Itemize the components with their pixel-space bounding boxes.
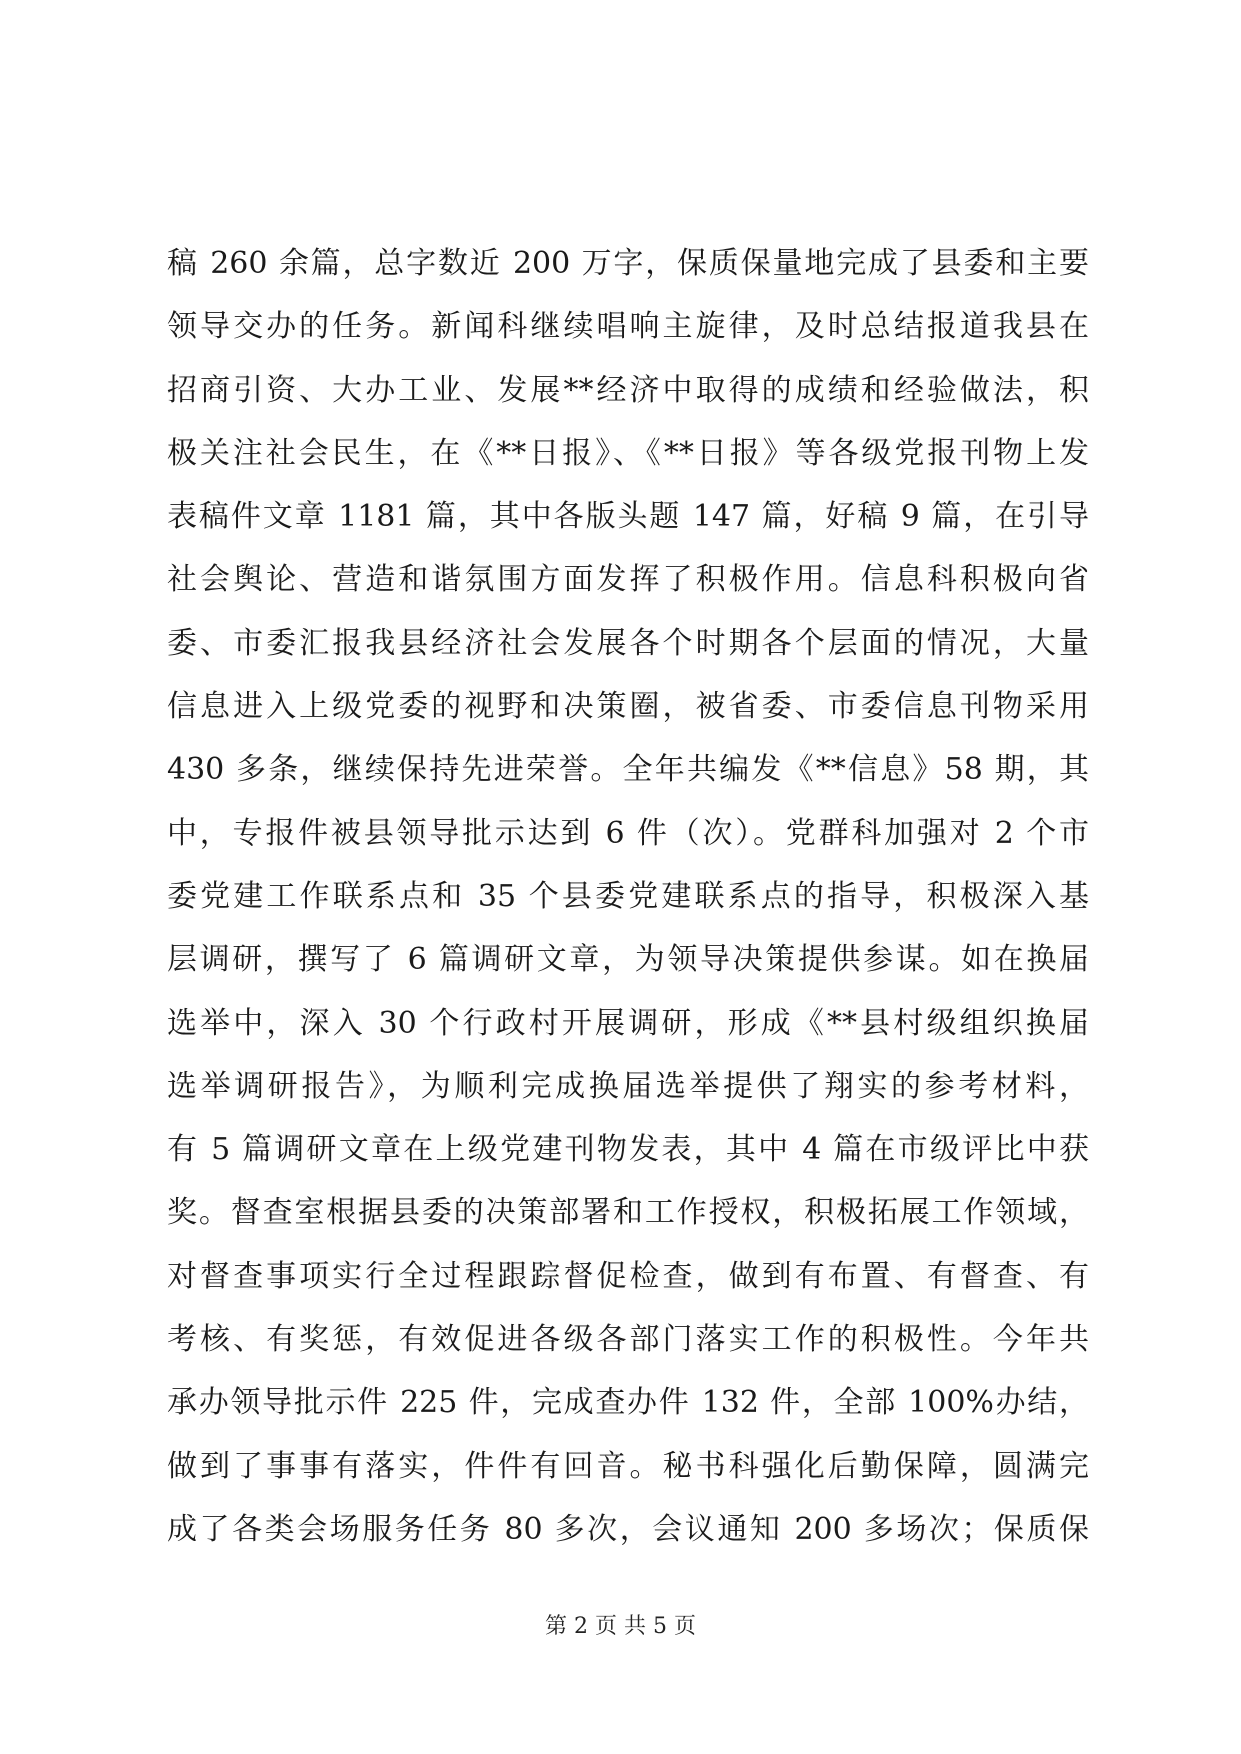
text-line: 奖。督查室根据县委的决策部署和工作授权，积极拓展工作领域， [167,1195,1089,1231]
body-text [167,232,1089,1561]
text-line: 委党建工作联系点和 35 个县委党建联系点的指导，积极深入基 [167,878,1089,914]
text-line: 有 5 篇调研文章在上级党建刊物发表，其中 4 篇在市级评比中获 [167,1132,1089,1168]
text-line: 表稿件文章 1181 篇，其中各版头题 147 篇，好稿 9 篇，在引导 [167,499,1089,535]
text-line: 稿 260 余篇，总字数近 200 万字，保质保量地完成了县委和主要 [167,246,1089,281]
text-line: 招商引资、大办工业、发展**经济中取得的成绩和经验做法，积 [167,372,1089,408]
text-line: 委、市委汇报我县经济社会发展各个时期各个层面的情况，大量 [167,625,1089,661]
page-footer [0,1612,1241,1642]
text-line: 承办领导批示件 225 件，完成查办件 132 件，全部 100%办结， [167,1385,1089,1421]
text-line: 信息进入上级党委的视野和决策圈，被省委、市委信息刊物采用 [167,689,1089,725]
text-line: 对督查事项实行全过程跟踪督促检查，做到有布置、有督查、有 [167,1258,1089,1294]
text-line: 层调研，撰写了 6 篇调研文章，为领导决策提供参谋。如在换届 [167,942,1089,978]
text-line: 考核、有奖惩，有效促进各级各部门落实工作的积极性。今年共 [167,1322,1089,1358]
text-line: 做到了事事有落实，件件有回音。秘书科强化后勤保障，圆满完 [167,1448,1089,1484]
text-line: 430 多条，继续保持先进荣誉。全年共编发《**信息》58 期，其 [167,752,1089,788]
text-line: 社会舆论、营造和谐氛围方面发挥了积极作用。信息科积极向省 [167,562,1089,598]
text-line: 选举中，深入 30 个行政村开展调研，形成《**县村级组织换届 [167,1005,1089,1041]
text-line: 中，专报件被县领导批示达到 6 件（次）。党群科加强对 2 个市 [167,815,1089,851]
text-line: 领导交办的任务。新闻科继续唱响主旋律，及时总结报道我县在 [167,309,1089,345]
text-line: 成了各类会场服务任务 80 多次，会议通知 200 多场次；保质保 [167,1511,1089,1547]
text-line: 选举调研报告》，为顺利完成换届选举提供了翔实的参考材料， [167,1068,1089,1104]
page-number-label: 第 2 页 共 5 页 [545,1614,696,1639]
text-line: 极关注社会民生，在《**日报》、《**日报》等各级党报刊物上发 [167,435,1089,471]
